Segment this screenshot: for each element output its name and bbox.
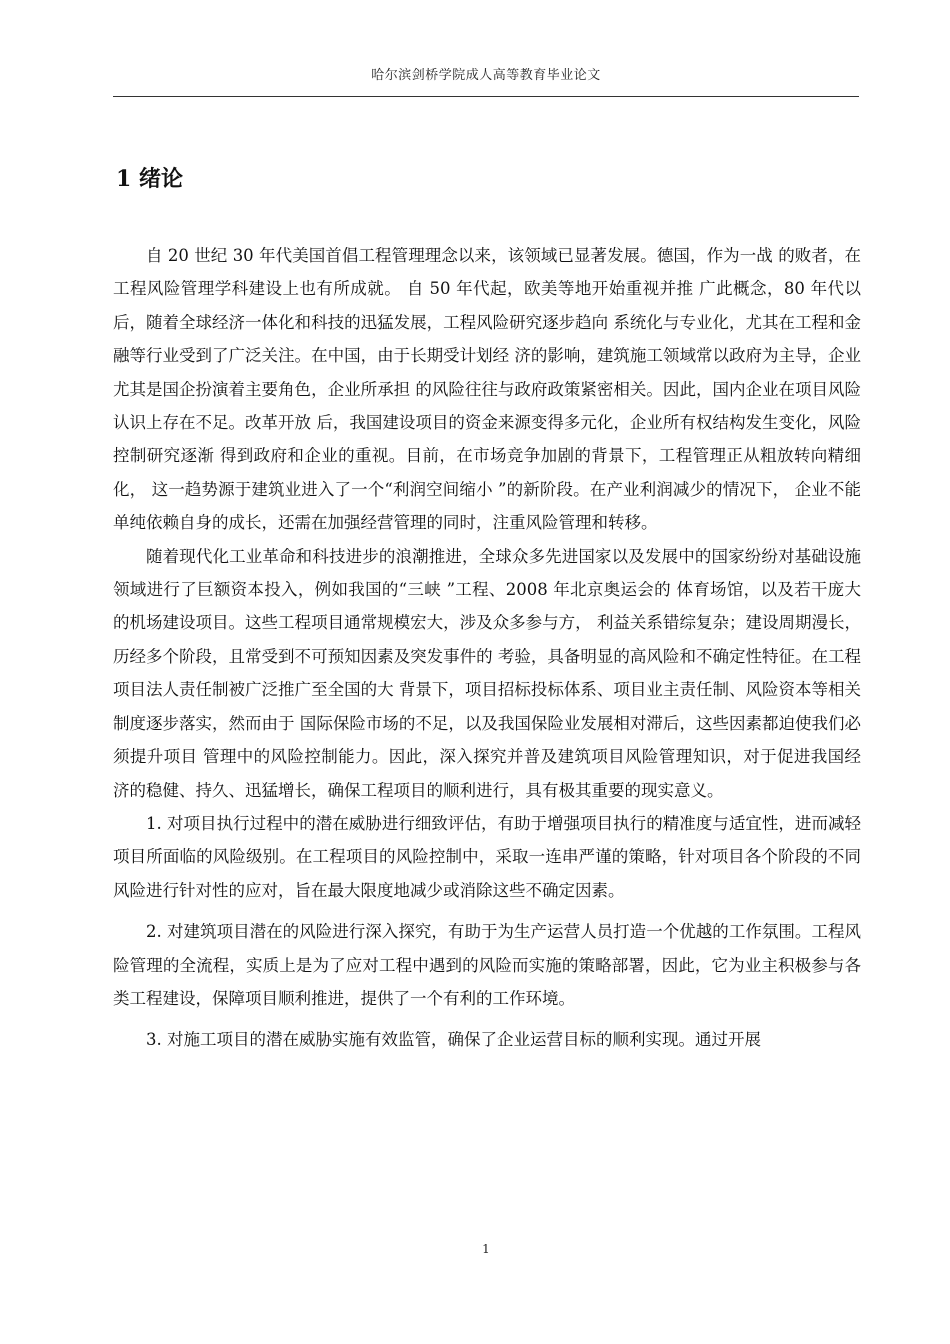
paragraph-background: 随着现代化工业革命和科技进步的浪潮推进，全球众多先进国家以及发展中的国家纷纷对基础设施领域进行了巨额资本投入，例如我国的“三峡 ”工程、2008 年北京奥运会的 体育场馆，以及若干庞大的机场建设项目。这些工程项目通常规模宏大，涉及众多参与方， 利益关系错综复杂；建设周期漫长，历经多个阶段，且常受到不可预知因素及突发事件的 考验，具备明显的高风险和不确定性特征。在工程项目法人责任制被广泛推广至全国的大 背景下，项目招标投标体系、项目业主责任制、风险资本等相关制度逐步落实，然而由于 国际保险市场的不足，以及我国保险业发展相对滞后，这些因素都迫使我们必须提升项目 管理中的风险控制能力。因此，深入探究并普及建筑项目风险管理知识，对于促进我国经 济的稳健、持久、迅猛增长，确保工程项目的顺利进行，具有极其重要的现实意义。: [113, 546, 861, 800]
header-rule: [113, 96, 859, 97]
paragraph-intro: 自 20 世纪 30 年代美国首倡工程管理理念以来，该领域已显著发展。德国，作为一战 的败者，在工程风险管理学科建设上也有所成就。 自 50 年代起，欧美等地开始重视并推 广此概念，80 年代以后，随着全球经济一体化和科技的迅猛发展，工程风险研究逐步趋向 系统化与专业化，尤其在工程和金融等行业受到了广泛关注。在中国，由于长期受计划经 济的影响，建筑施工领域常以政府为主导，企业尤其是国企扮演着主要角色，企业所承担 的风险往往与政府政策紧密相关。因此，国内企业在项目风险认识上存在不足。改革开放 后，我国建设项目的资金来源变得多元化，企业所有权结构发生变化，风险控制研究逐渐 得到政府和企业的重视。目前，在市场竞争加剧的背景下，工程管理正从粗放转向精细化， 这一趋势源于建筑业进入了一个“利润空间缩小 ”的新阶段。在产业利润减少的情况下， 企业不能单纯依赖自身的成长，还需在加强经营管理的同时，注重风险管理和转移。: [113, 246, 861, 533]
chapter-title: 1 绪论: [116, 166, 183, 192]
paragraph-point-1: 1. 对项目执行过程中的潜在威胁进行细致评估，有助于增强项目执行的精准度与适宜性，进而减轻项目所面临的风险级别。在工程项目的风险控制中，采取一连串严谨的策略，针对项目各个阶段的不同风险进行针对性的应对，旨在最大限度地减少或消除这些不确定因素。: [113, 813, 861, 900]
page-header: 哈尔滨剑桥学院成人高等教育毕业论文: [371, 68, 601, 83]
body-text: [113, 239, 861, 1057]
paragraph-point-2: 2. 对建筑项目潜在的风险进行深入探究，有助于为生产运营人员打造一个优越的工作氛围。工程风险管理的全流程，实质上是为了应对工程中遇到的风险而实施的策略部署，因此，它为业主积极参与各类工程建设，保障项目顺利推进，提供了一个有利的工作环境。: [113, 922, 861, 1008]
page-number: 1: [482, 1242, 490, 1256]
paragraph-point-3: 3. 对施工项目的潜在威胁实施有效监管，确保了企业运营目标的顺利实现。通过开展: [146, 1030, 761, 1050]
